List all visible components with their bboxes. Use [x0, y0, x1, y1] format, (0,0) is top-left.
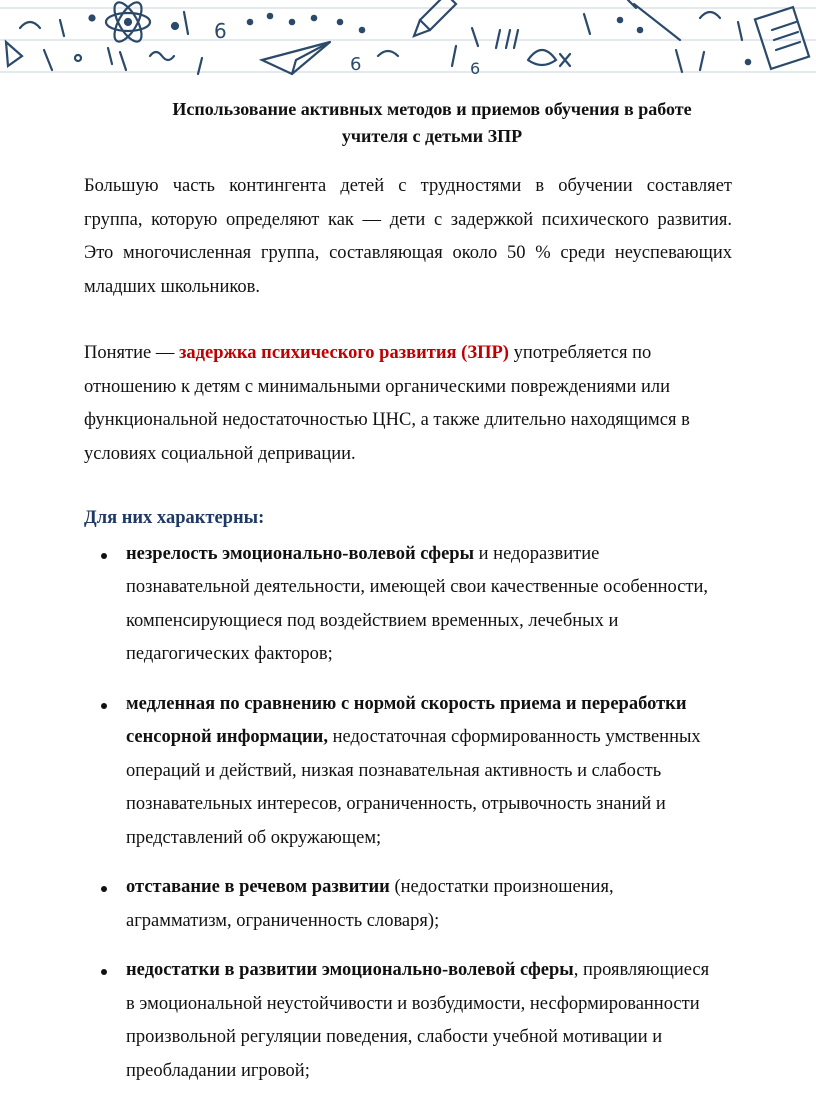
paper-plane-icon — [262, 42, 330, 74]
trait-bold: отставание в речевом развитии — [126, 877, 390, 897]
intro-line-4: младших школьников. — [84, 276, 261, 297]
traits-list — [84, 538, 732, 1089]
bullet-icon — [101, 886, 107, 892]
intro-line-3: Это многочисленная группа, составляющая около 50 % среди неуспевающих — [84, 243, 732, 263]
list-item — [84, 538, 732, 672]
trait-bold: медленная по сравнению с нормой скорость приема и переработки — [126, 693, 687, 714]
trait-text: аграмматизм, ограниченность словаря); — [126, 910, 440, 931]
concept-line-2: отношению к детям с минимальными органическими повреждениями или — [84, 376, 671, 397]
svg-text:6: 6 — [214, 19, 227, 43]
trait-bold: незрелость эмоционально-волевой сферы — [126, 543, 475, 564]
pencil-icon — [414, 0, 456, 36]
concept-paragraph — [84, 337, 732, 471]
trait-text: представлений об окружающем; — [126, 827, 382, 848]
trait-text: преобладании игровой; — [126, 1060, 310, 1081]
trait-text: операций и действий, низкая познавательная активность и слабость — [126, 760, 662, 781]
trait-bold: недостатки в развитии эмоционально-волевой сферы — [126, 960, 574, 980]
title-line-1: Использование активных методов и приемов обучения в работе — [172, 99, 692, 119]
trait-text: педагогических факторов; — [126, 644, 333, 664]
decorative-header-banner — [0, 0, 816, 80]
concept-rest: употребляется по — [508, 343, 652, 363]
intro-paragraph — [84, 170, 732, 304]
trait-text: произвольной регуляции поведения, слабости учебной мотивации и — [126, 1027, 663, 1047]
trait-text: познавательной деятельности, имеющей свои качественные особенности, — [126, 577, 709, 597]
atom-icon — [106, 0, 150, 46]
trait-text: , проявляющиеся — [573, 960, 710, 980]
trait-text: познавательных интересов, ограниченность, отрывочность знаний и — [126, 794, 666, 814]
list-item — [84, 688, 732, 856]
bullet-icon — [101, 969, 107, 975]
concept-line-4: условиях социальной депривации. — [84, 443, 356, 464]
document-body — [84, 170, 732, 1104]
list-item — [84, 871, 732, 938]
trait-text: компенсирующиеся под воздействием временных, лечебных и — [126, 610, 619, 631]
bullet-icon — [101, 553, 107, 559]
trait-bold: сенсорной информации, — [126, 727, 328, 747]
concept-term: задержка психического развития (ЗПР) — [178, 343, 509, 363]
traits-heading: Для них характерны: — [84, 508, 265, 528]
trait-text: и недоразвитие — [474, 543, 600, 564]
document-title — [0, 96, 816, 150]
trait-text: (недостатки произношения, — [389, 877, 614, 897]
title-line-2: учителя с детьми ЗПР — [341, 126, 523, 146]
concept-prefix: Понятие — — [84, 343, 179, 363]
bullet-icon — [101, 703, 107, 709]
svg-text:6: 6 — [470, 59, 481, 78]
notebook-icon — [755, 7, 809, 69]
trait-text: в эмоциональной неустойчивости и возбудимости, несформированности — [126, 993, 700, 1014]
trait-text: недостаточная сформированность умственных — [327, 727, 701, 747]
concept-line-3: функциональной недостаточностью ЦНС, а также длительно находящимся в — [84, 410, 690, 430]
intro-line-2: группа, которую определяют как — дети с задержкой психического развития. — [84, 209, 732, 230]
intro-line-1: Большую часть контингента детей с трудностями в обучении составляет — [84, 176, 732, 196]
svg-text:6: 6 — [350, 54, 362, 75]
list-item — [84, 954, 732, 1088]
